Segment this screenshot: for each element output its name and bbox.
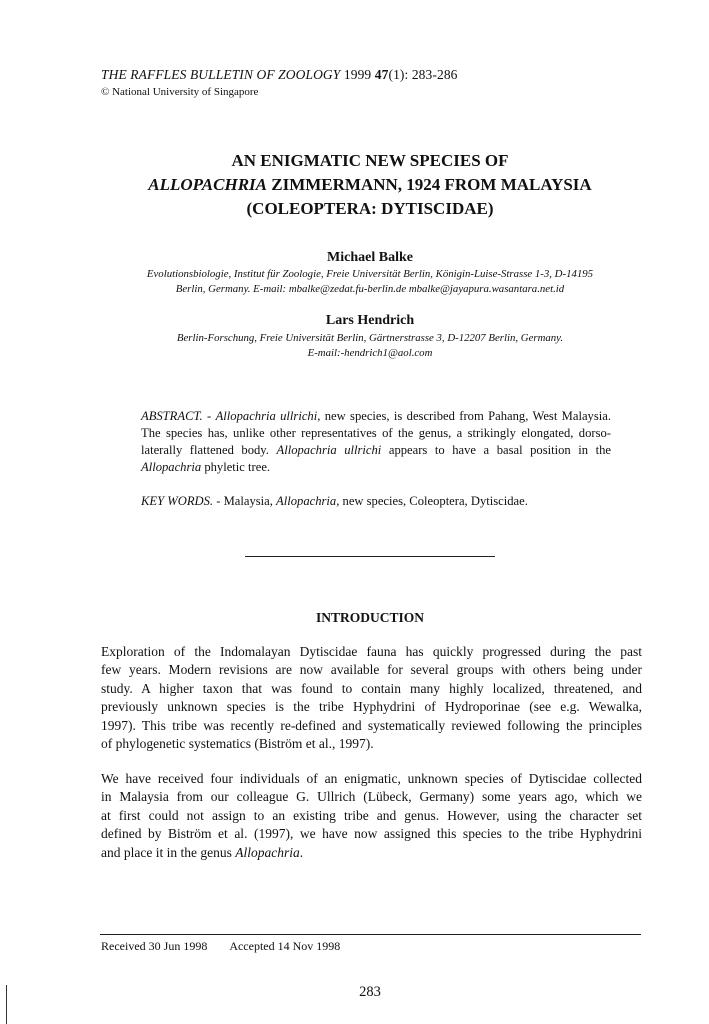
accepted-date: Accepted 14 Nov 1998 bbox=[229, 939, 341, 953]
author-affiliation-email: Berlin, Germany. E-mail: mbalke@zedat.fu-berlin.de mbalke@jayapura.wasantara.net.id bbox=[175, 283, 565, 295]
author-affiliation-email: E-mail:-hendrich1@aol.com bbox=[307, 347, 433, 359]
received-date: Received 30 Jun 1998 bbox=[101, 939, 208, 953]
paragraph-line bbox=[101, 844, 642, 862]
intro-paragraph-1 bbox=[101, 643, 642, 753]
paragraph-line: of phylogenetic systematics (Biström et al., 1997). bbox=[101, 736, 374, 752]
title-line-2 bbox=[100, 175, 640, 195]
submission-dates bbox=[101, 939, 340, 954]
author-affiliation: Berlin-Forschung, Freie Universität Berlin, Gärtnerstrasse 3, D-12207 Berlin, Germany. bbox=[176, 332, 564, 344]
species-name: Allopachria ullrichi bbox=[215, 409, 318, 423]
paragraph-line: 1997). This tribe was recently re-defined and systematically reviewed following the principles bbox=[101, 717, 642, 733]
journal-volume: 47 bbox=[374, 67, 389, 82]
journal-citation bbox=[101, 67, 458, 83]
abstract-text: phyletic tree. bbox=[201, 460, 271, 474]
genus-name: Allopachria bbox=[141, 460, 202, 474]
journal-year: 1999 bbox=[343, 67, 372, 82]
abstract-text: , new species, is described from Pahang, West Malaysia. The species has, unlike other representatives of the genus, a strikingly elongated, dorso-laterally flattened body. bbox=[141, 409, 611, 457]
section-heading: INTRODUCTION bbox=[315, 610, 424, 625]
title-genus: ALLOPACHRIA bbox=[148, 175, 267, 194]
copyright-notice: © National University of Singapore bbox=[101, 86, 259, 98]
author-name: Michael Balke bbox=[327, 250, 413, 265]
species-name: Allopachria ullrichi bbox=[276, 443, 382, 457]
paragraph-text: and place it in the genus bbox=[101, 844, 236, 860]
paragraph-line: at first could not assign to an existing tribe and genus. However, using the character set bbox=[101, 807, 642, 823]
title-line-3: (COLEOPTERA: DYTISCIDAE) bbox=[246, 199, 494, 218]
keywords-text: Malaysia, bbox=[223, 494, 277, 508]
journal-issue-pages: (1): 283-286 bbox=[388, 67, 458, 82]
abstract bbox=[141, 408, 611, 476]
paragraph-text: . bbox=[299, 844, 304, 860]
abstract-label: ABSTRACT. bbox=[141, 409, 203, 423]
paragraph-line: Exploration of the Indomalayan Dytiscidae fauna has quickly progressed during the past bbox=[101, 644, 642, 659]
title-line-1: AN ENIGMATIC NEW SPECIES OF bbox=[231, 151, 509, 170]
keywords-dash: - bbox=[213, 494, 224, 508]
author-affiliation: Evolutionsbiologie, Institut für Zoologie, Freie Universität Berlin, Königin-Luise-Strasse 1-3, D-14195 bbox=[146, 268, 594, 280]
paragraph-line: We have received four individuals of an enigmatic, unknown species of Dytiscidae collected bbox=[101, 771, 642, 786]
paragraph-line: defined by Biström et al. (1997), we have now assigned this species to the tribe Hyphydrini bbox=[101, 826, 642, 842]
footer-rule bbox=[100, 934, 641, 935]
paragraph-line: few years. Modern revisions are now available for several groups with others being under bbox=[101, 662, 642, 678]
paragraph-line: previously unknown species is the tribe Hyphydrini of Hydroporinae (see e.g. Wewalka, bbox=[101, 699, 642, 715]
page-number: 283 bbox=[359, 984, 381, 1000]
paragraph-line: in Malaysia from our colleague G. Ullrich (Lübeck, Germany) some years ago, which we bbox=[101, 789, 642, 805]
abstract-dash: - bbox=[202, 409, 216, 423]
keywords bbox=[141, 493, 611, 510]
section-divider bbox=[245, 556, 495, 557]
author-name: Lars Hendrich bbox=[325, 313, 415, 328]
journal-name: THE RAFFLES BULLETIN OF ZOOLOGY bbox=[101, 67, 341, 82]
scan-edge-mark bbox=[6, 985, 7, 1024]
genus-name: Allopachria bbox=[276, 494, 337, 508]
keywords-label: KEY WORDS. bbox=[141, 494, 214, 508]
keywords-text: , new species, Coleoptera, Dytiscidae. bbox=[336, 494, 528, 508]
genus-name: Allopachria bbox=[235, 844, 300, 860]
title-line-2-rest: ZIMMERMANN, 1924 FROM MALAYSIA bbox=[266, 175, 592, 194]
paragraph-line: study. A higher taxon that was found to contain many highly localized, threatened, and bbox=[101, 680, 642, 696]
abstract-text: appears to have a basal position in the bbox=[381, 443, 611, 457]
intro-paragraph-2 bbox=[101, 770, 642, 862]
